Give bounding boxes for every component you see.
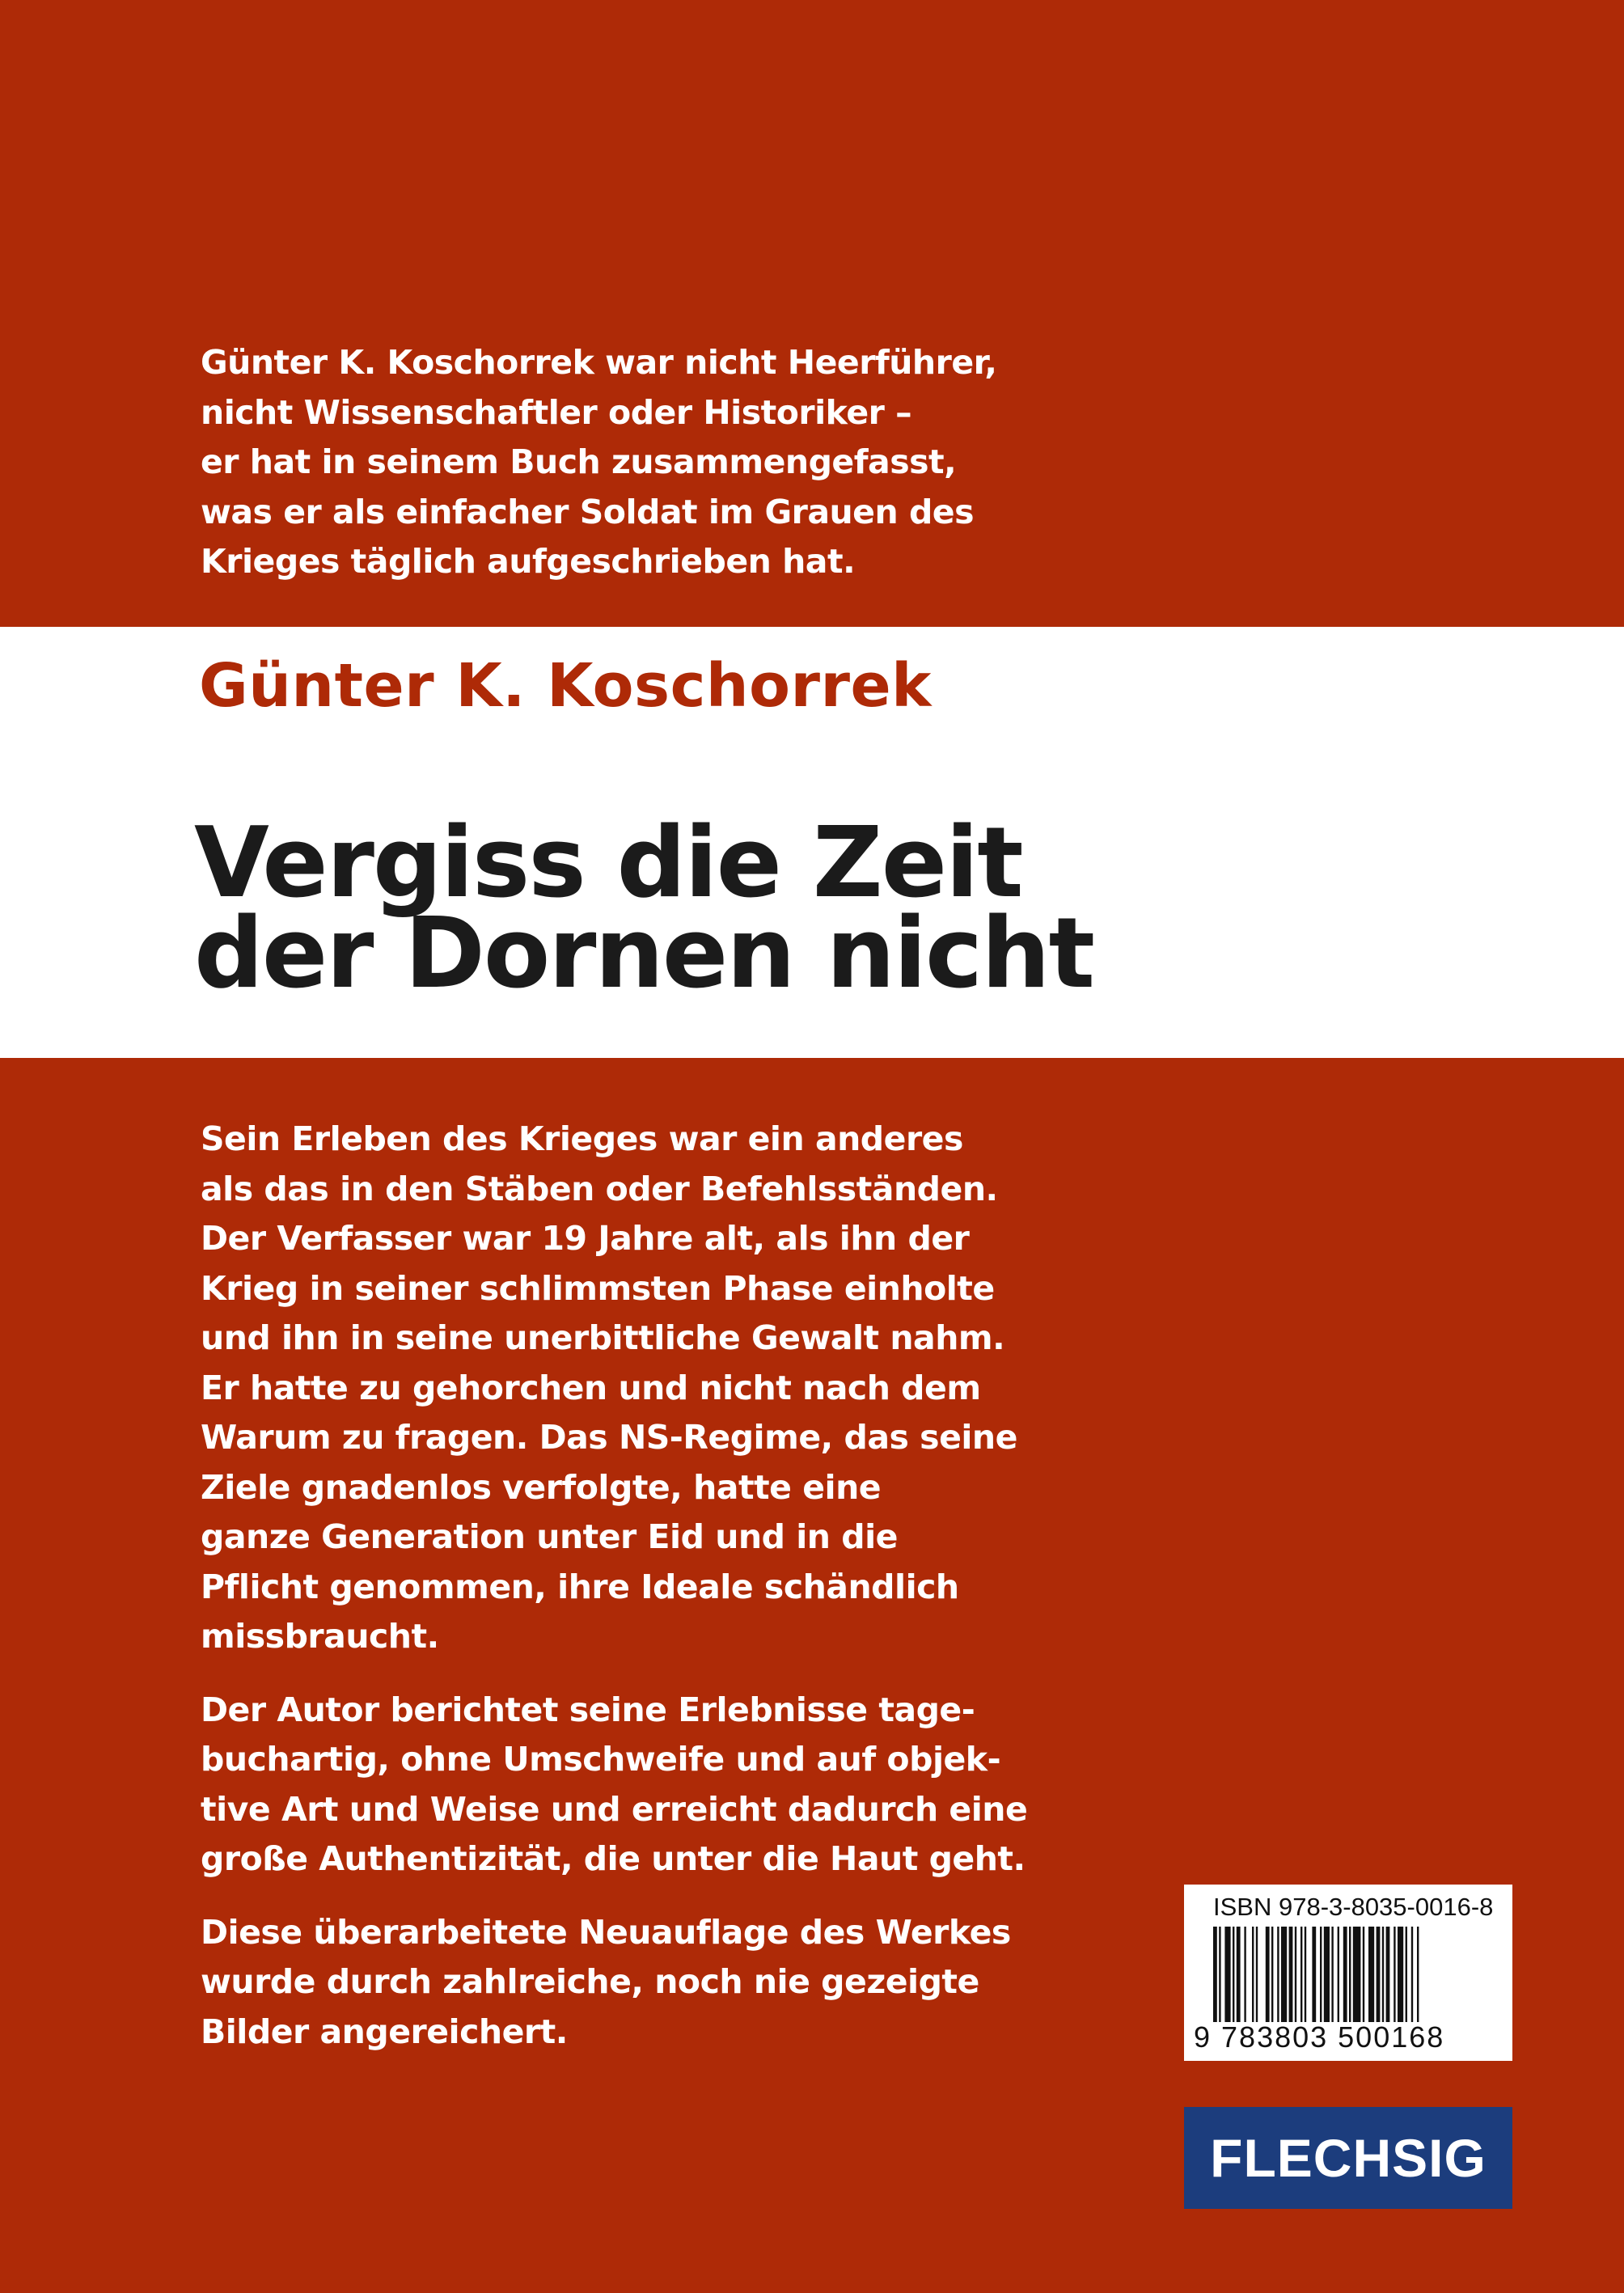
blurb-line: Krieg in seiner schlimmsten Phase einholte (201, 1268, 995, 1308)
blurb-line: Ziele gnadenlos verfolgte, hatte eine (201, 1467, 882, 1507)
blurb-text (201, 1115, 1028, 2080)
blurb-line: missbraucht. (201, 1617, 439, 1656)
blurb-line: Sein Erleben des Krieges war ein anderes (201, 1119, 963, 1158)
blurb-paragraph (201, 1908, 1011, 2058)
blurb-line: Er hatte zu gehorchen und nicht nach dem (201, 1368, 981, 1407)
teaser-line: er hat in seinem Buch zusammengefasst, (201, 442, 957, 481)
isbn-label: ISBN 978-3-8035-0016-8 (1213, 1893, 1494, 1921)
teaser-line: was er als einfacher Soldat im Grauen des (201, 492, 975, 531)
teaser-line: Günter K. Koschorrek war nicht Heerführer, (201, 343, 997, 382)
teaser-line: Krieges täglich aufgeschrieben hat. (201, 542, 856, 581)
barcode-digits: 9 783803 500168 (1194, 2020, 1445, 2054)
author-name: Günter K. Koschorrek (199, 651, 932, 721)
title-line: der Dornen nicht (194, 898, 1093, 1010)
blurb-line: und ihn in seine unerbittliche Gewalt nahm. (201, 1318, 1005, 1357)
teaser-text (201, 338, 997, 587)
blurb-line: Bilder angereichert. (201, 2012, 568, 2051)
blurb-line: als das in den Stäben oder Befehlsständen. (201, 1169, 998, 1208)
book-title (194, 807, 1093, 1010)
blurb-line: Pflicht genommen, ihre Ideale schändlich (201, 1567, 959, 1606)
blurb-line: tive Art und Weise und erreicht dadurch eine (201, 1789, 1028, 1829)
isbn-barcode (1184, 1885, 1512, 2061)
publisher-name: FLECHSIG (1210, 2128, 1487, 2188)
blurb-line: ganze Generation unter Eid und in die (201, 1517, 898, 1556)
blurb-line: Der Verfasser war 19 Jahre alt, als ihn der (201, 1219, 970, 1258)
teaser-line: nicht Wissenschaftler oder Historiker – (201, 392, 912, 432)
blurb-line: wurde durch zahlreiche, noch nie gezeigte (201, 1962, 979, 2001)
barcode-bars (1213, 1927, 1487, 2022)
blurb-line: große Authentizität, die unter die Haut geht. (201, 1839, 1026, 1878)
publisher-logo (1184, 2107, 1512, 2209)
blurb-line: buchartig, ohne Umschweife und auf objek- (201, 1740, 1001, 1779)
title-line: Vergiss die Zeit (194, 807, 1022, 920)
blurb-line: Warum zu fragen. Das NS-Regime, das seine (201, 1418, 1017, 1457)
blurb-paragraph (201, 1115, 1017, 1662)
blurb-paragraph (201, 1686, 1028, 1885)
blurb-line: Diese überarbeitete Neuauflage des Werkes (201, 1912, 1011, 1952)
blurb-line: Der Autor berichtet seine Erlebnisse tage- (201, 1690, 975, 1729)
